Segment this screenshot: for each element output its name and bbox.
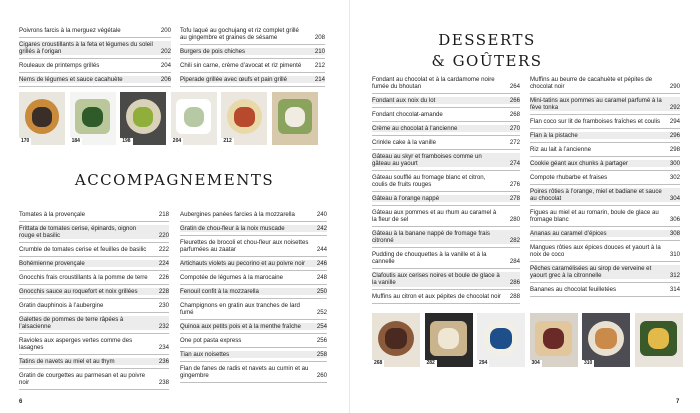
section-title-line-1: DESSERTS	[438, 31, 536, 49]
recipe-entry	[19, 372, 169, 386]
recipe-page-number: 258	[316, 351, 327, 359]
divider	[372, 268, 520, 269]
section-title-accompagnements: ACCOMPAGNEMENTS	[74, 171, 275, 189]
divider	[180, 270, 327, 271]
recipe-page-number: 280	[509, 216, 520, 224]
recipe-entry	[19, 337, 169, 351]
recipe-page-number: 232	[158, 323, 169, 331]
recipe-entry	[372, 209, 520, 223]
divider	[530, 240, 680, 241]
recipe-entry	[180, 351, 327, 358]
recipe-title: Chili sin carne, crème d’avocat et riz pimenté	[180, 62, 302, 70]
divider	[19, 298, 169, 299]
recipe-page-number: 250	[316, 288, 327, 296]
divider	[180, 72, 325, 73]
recipe-title: Frittata de tomates cerise, épinards, oignon rouge et basilic	[19, 224, 137, 240]
recipe-page-number: 220	[158, 232, 169, 240]
dish-photo	[221, 92, 267, 145]
food-shape	[385, 328, 406, 349]
recipe-page-number: 252	[316, 309, 327, 317]
recipe-title: Quinoa aux petits pois et à la menthe fraîche	[180, 323, 301, 331]
recipe-page-number: 314	[669, 286, 680, 294]
recipe-entry	[530, 118, 680, 125]
recipe-page-number: 226	[158, 274, 169, 282]
recipe-page-number: 228	[158, 288, 169, 296]
section-title-desserts	[372, 30, 602, 72]
divider	[19, 256, 169, 257]
photo-page-tag: 310	[584, 360, 593, 366]
food-shape	[543, 328, 564, 349]
divider	[180, 58, 325, 59]
divider	[372, 191, 520, 192]
recipe-page-number: 204	[160, 62, 171, 70]
recipe-page-number: 202	[160, 48, 171, 56]
divider	[180, 256, 327, 257]
recipe-page-number: 270	[509, 125, 520, 133]
recipe-page-number: 300	[669, 160, 680, 168]
recipe-entry	[372, 76, 520, 90]
photo-page-tag: 204	[172, 138, 182, 144]
recipe-page-number: 260	[316, 372, 327, 380]
recipe-title: Fondant aux noix du lot	[372, 97, 436, 105]
divider	[530, 142, 680, 143]
recipe-page-number: 272	[509, 139, 520, 147]
divider	[180, 347, 327, 348]
recipe-title: Gâteau au skyr et framboises comme un gâteau au yaourt	[372, 153, 482, 168]
recipe-page-number: 214	[314, 76, 325, 84]
recipe-entry	[180, 323, 327, 330]
recipe-entry	[180, 302, 327, 316]
divider	[180, 333, 327, 334]
dish-photo	[372, 313, 420, 367]
divider	[372, 170, 520, 171]
recipe-entry	[19, 62, 171, 69]
divider	[180, 382, 327, 383]
recipe-page-number: 288	[509, 293, 520, 301]
food-shape	[32, 107, 52, 127]
recipe-title: Muffins au citron et aux pépites de chocolat noir	[372, 293, 501, 301]
recipe-entry	[530, 76, 680, 90]
recipe-page-number: 218	[158, 211, 169, 218]
recipe-entry	[19, 302, 169, 309]
food-shape	[285, 107, 305, 127]
recipe-page-number: 294	[669, 118, 680, 126]
recipe-entry	[530, 230, 680, 237]
recipe-page-number: 312	[669, 272, 680, 280]
recipe-title: Pêches caramélisées au sirop de verveine et yaourt grec à la citronnelle	[530, 265, 652, 280]
recipe-page-number: 278	[509, 195, 520, 203]
recipe-title: Mini-tatins aux pommes au caramel parfumé à la fève tonka	[530, 97, 662, 112]
recipe-title: Tian aux noisettes	[180, 351, 230, 359]
recipe-title: Gâteau à l’orange nappé	[372, 195, 440, 203]
recipe-title: Flan coco sur lit de framboises fraîches et coulis	[530, 118, 661, 126]
recipe-entry	[530, 265, 680, 279]
recipe-page-number: 210	[314, 48, 325, 56]
divider	[530, 128, 680, 129]
recipe-entry	[19, 41, 171, 55]
dish-photo	[171, 92, 217, 145]
divider	[530, 114, 680, 115]
recipe-entry	[180, 239, 327, 253]
recipe-entry	[180, 288, 327, 295]
recipe-title: One pot pasta express	[180, 337, 242, 345]
recipe-title: Riz au lait à l’ancienne	[530, 146, 591, 154]
divider	[19, 312, 169, 313]
recipe-entry	[372, 293, 520, 300]
recipe-entry	[372, 139, 520, 146]
divider	[19, 270, 169, 271]
recipe-title: Flan à la pistache	[530, 132, 578, 140]
recipe-page-number: 256	[316, 337, 327, 345]
dish-photo	[635, 313, 683, 367]
page-number-right: 7	[676, 399, 680, 405]
recipe-entry	[530, 209, 680, 223]
divider	[180, 235, 327, 236]
divider	[372, 205, 520, 206]
recipe-entry	[372, 174, 520, 188]
recipe-entry	[530, 286, 680, 293]
food-shape	[648, 328, 669, 349]
food-shape	[133, 107, 153, 127]
accompagnements-list-right	[180, 211, 327, 386]
recipe-title: Compote rhubarbe et fraises	[530, 174, 608, 182]
recipe-page-number: 248	[316, 274, 327, 282]
desserts-list-right	[530, 76, 680, 300]
recipe-page-number: 238	[158, 379, 169, 387]
recipe-entry	[19, 246, 169, 253]
divider	[530, 170, 680, 171]
recipe-page-number: 306	[669, 216, 680, 224]
divider	[180, 361, 327, 362]
divider	[19, 37, 171, 38]
divider	[530, 261, 680, 262]
recipe-entry	[530, 146, 680, 153]
recipe-page-number: 230	[158, 302, 169, 309]
photo-page-tag: 198	[122, 138, 131, 144]
recipe-page-number: 200	[160, 27, 171, 34]
recipe-page-number: 242	[316, 224, 327, 232]
dish-photo	[477, 313, 525, 367]
recipe-entry	[180, 48, 325, 55]
divider	[19, 58, 171, 59]
recipe-entry	[530, 244, 680, 258]
recipe-page-number: 246	[316, 260, 327, 268]
recipe-title: Compotée de légumes à la marocaine	[180, 274, 283, 282]
divider	[372, 289, 520, 290]
recipe-title: Piperade grillée avec œufs et pain grillé	[180, 76, 288, 84]
recipe-title: Artichauts violets au pecorino et au poivre noir	[180, 260, 305, 268]
food-shape	[438, 328, 459, 349]
recipe-page-number: 302	[669, 174, 680, 182]
recipe-entry	[530, 132, 680, 139]
recipe-page-number: 234	[158, 344, 169, 352]
divider	[19, 86, 171, 87]
recipe-entry	[19, 288, 169, 295]
recipe-page-number: 268	[509, 111, 520, 119]
divider	[372, 93, 520, 94]
divider	[180, 221, 327, 222]
recipe-page-number: 296	[669, 132, 680, 140]
recipe-entry	[19, 27, 171, 34]
recipe-entry	[530, 188, 680, 202]
recipe-entry	[372, 272, 520, 286]
recipe-page-number: 298	[669, 146, 680, 154]
dish-photo	[19, 92, 65, 145]
divider	[180, 319, 327, 320]
recipe-entry	[19, 358, 169, 365]
recipe-page-number: 222	[158, 246, 169, 254]
recipe-title: Crème au chocolat à l’ancienne	[372, 125, 458, 133]
recipe-entry	[530, 97, 680, 111]
divider	[530, 93, 680, 94]
recipe-page-number: 212	[314, 62, 325, 70]
recipe-entry	[180, 225, 327, 232]
recipe-page-number: 304	[669, 195, 680, 203]
divider	[180, 86, 325, 87]
recipe-title: Fondant au chocolat et à la cardamome noire fumée du bhoutan	[372, 76, 495, 91]
recipe-title: Mangues rôties aux épices douces et yaourt à la noix de coco	[530, 244, 661, 259]
recipe-entry	[180, 62, 325, 69]
recipe-title: Gnocchis sauce au roquefort et noix grillées	[19, 288, 138, 296]
accompagnements-list-left	[19, 211, 169, 393]
recipe-entry	[180, 76, 325, 83]
recipe-entry	[530, 160, 680, 167]
photo-page-tag: 282	[426, 360, 435, 366]
recipe-entry	[19, 260, 169, 267]
divider	[19, 242, 169, 243]
recipe-entry	[530, 174, 680, 181]
recipe-entry	[372, 153, 520, 167]
recipe-entry	[372, 97, 520, 104]
recipe-entry	[19, 225, 169, 239]
dish-photo	[425, 313, 473, 367]
divider	[19, 354, 169, 355]
photo-page-tag: 294	[479, 360, 488, 366]
divider	[372, 121, 520, 122]
dish-photo	[582, 313, 630, 367]
dish-photo	[530, 313, 578, 367]
recipe-title: Poivrons farcis à la merguez végétale	[19, 27, 121, 34]
recipe-title: Muffins au beurre de cacahuète et pépites de chocolat noir	[530, 76, 653, 91]
dish-photo	[120, 92, 166, 145]
recipe-title: Ravioles aux asperges vertes comme des lasagnes	[19, 337, 133, 352]
divider	[19, 221, 169, 222]
recipe-title: Bananes au chocolat feuilletées	[530, 286, 617, 294]
recipe-title: Gnocchis frais croustillants à la pomme de terre	[19, 274, 148, 282]
recipe-title: Champignons en gratin aux tranches de lard fumé	[180, 302, 300, 317]
recipe-page-number: 264	[509, 83, 520, 91]
recipe-title: Bohémienne provençale	[19, 260, 85, 268]
desserts-list-left	[372, 76, 520, 307]
recipe-entry	[19, 316, 169, 330]
recipe-title: Pudding de chouquettes à la vanille et à la cannelle	[372, 251, 487, 266]
page-number-left: 6	[19, 399, 23, 405]
divider	[372, 226, 520, 227]
food-shape	[184, 107, 204, 127]
recipe-title: Tomates à la provençale	[19, 211, 86, 218]
photo-page-tag: 184	[71, 138, 80, 144]
food-shape	[490, 328, 511, 349]
recipe-title: Cookie géant aux chunks à partager	[530, 160, 628, 168]
recipe-page-number: 206	[160, 76, 171, 84]
recipe-entry	[372, 125, 520, 132]
recipe-title: Clafoutis aux cerises noires et boule de glace à la vanille	[372, 272, 500, 287]
recipe-title: Burgers de pois chiches	[180, 48, 246, 56]
divider	[180, 44, 325, 45]
recipe-title: Gâteau soufflé au fromage blanc et citron, coulis de fruits rouges	[372, 174, 486, 189]
divider	[530, 184, 680, 185]
recipe-entry	[180, 365, 327, 379]
recipe-title: Gâteau aux pommes et au rhum au caramel à la fleur de sel	[372, 209, 497, 224]
divider	[180, 298, 327, 299]
recipe-entry	[372, 111, 520, 118]
recipe-title: Gratin de chou-fleur à la noix muscade	[180, 224, 285, 232]
recipe-page-number: 266	[509, 97, 520, 105]
recipe-page-number: 254	[316, 323, 327, 331]
recipe-title: Figues au miel et au romarin, boule de glace au fromage blanc	[530, 209, 659, 224]
recipe-page-number: 274	[509, 160, 520, 168]
divider	[530, 226, 680, 227]
divider	[19, 389, 169, 390]
recipe-title: Tatins de navets au miel et au thym	[19, 358, 115, 366]
recipe-title: Galettes de pommes de terre râpées à l’alsacienne	[19, 315, 124, 331]
recipe-title: Fleurettes de brocoli et chou-fleur aux noisettes parfumées au zaatar	[180, 238, 309, 254]
recipe-page-number: 224	[158, 260, 169, 268]
recipe-page-number: 308	[669, 230, 680, 238]
recipe-title: Flan de fanes de radis et navets au cumin et au gingembre	[180, 365, 309, 380]
divider	[372, 303, 520, 304]
recipe-page-number: 208	[314, 34, 325, 42]
divider	[372, 149, 520, 150]
photo-page-tag: 304	[531, 360, 540, 366]
recipe-page-number: 282	[509, 237, 520, 245]
recipe-page-number: 276	[509, 181, 520, 189]
divider	[530, 282, 680, 283]
photo-page-tag: 170	[21, 138, 30, 144]
divider	[19, 72, 171, 73]
recipe-entry	[19, 76, 171, 83]
recipe-title: Rouleaux de printemps grillés	[19, 62, 100, 70]
divider	[372, 247, 520, 248]
recipe-entry	[180, 27, 325, 41]
divider	[372, 135, 520, 136]
recipe-entry	[19, 211, 169, 218]
recipe-page-number: 292	[669, 104, 680, 112]
recipe-title: Nems de légumes et sauce cacahuète	[19, 76, 123, 84]
recipe-entry	[180, 274, 327, 281]
recipe-page-number: 290	[669, 83, 680, 91]
recipe-title: Cigares croustillants à la feta et légumes du soleil grillés à l’origan	[19, 40, 153, 56]
recipe-title: Gratin dauphinois à l’aubergine	[19, 302, 104, 309]
page-gutter	[349, 0, 350, 413]
divider	[530, 205, 680, 206]
recipe-entry	[180, 337, 327, 344]
recipe-title: Fondant chocolat-amande	[372, 111, 443, 119]
recipe-entry	[372, 251, 520, 265]
recipe-page-number: 240	[316, 211, 327, 218]
recipe-entry	[19, 274, 169, 281]
food-shape	[234, 107, 254, 127]
recipe-title: Poires rôties à l’orange, miel et badiane et sauce au chocolat	[530, 188, 662, 203]
recipe-list-top-right	[180, 27, 325, 90]
recipe-title: Gâteau à la banane nappé de fromage frais citronné	[372, 230, 490, 245]
photo-page-tag: 268	[374, 360, 383, 366]
recipe-page-number: 284	[509, 258, 520, 266]
recipe-title: Crinkle cake à la vanille	[372, 139, 437, 147]
divider	[372, 107, 520, 108]
recipe-title: Gratin de courgettes au parmesan et au poivre noir	[19, 372, 146, 387]
section-title-line-2: & GOÛTERS	[431, 52, 543, 70]
photo-page-tag: 212	[223, 138, 232, 144]
food-shape	[82, 107, 102, 127]
divider	[19, 333, 169, 334]
recipe-page-number: 286	[509, 279, 520, 287]
divider	[180, 284, 327, 285]
recipe-list-top-left	[19, 27, 171, 90]
recipe-title: Fenouil confit à la mozzarella	[180, 288, 259, 296]
recipe-page-number: 244	[316, 246, 327, 254]
recipe-entry	[372, 195, 520, 202]
dish-photo	[70, 92, 116, 145]
recipe-entry	[180, 211, 327, 218]
divider	[530, 156, 680, 157]
recipe-title: Tofu laqué au gochujang et riz complet grillé au gingembre et graines de sésame	[180, 27, 299, 42]
recipe-entry	[180, 260, 327, 267]
dish-photo	[272, 92, 318, 145]
recipe-page-number: 236	[158, 358, 169, 366]
divider	[19, 368, 169, 369]
recipe-title: Ananas au caramel d’épices	[530, 230, 607, 238]
divider	[19, 284, 169, 285]
recipe-page-number: 310	[669, 251, 680, 259]
divider	[530, 296, 680, 297]
recipe-title: Crumble de tomates cerise et feuilles de basilic	[19, 246, 147, 254]
recipe-entry	[372, 230, 520, 244]
food-shape	[595, 328, 616, 349]
recipe-title: Aubergines panées farcies à la mozzarella	[180, 211, 295, 218]
